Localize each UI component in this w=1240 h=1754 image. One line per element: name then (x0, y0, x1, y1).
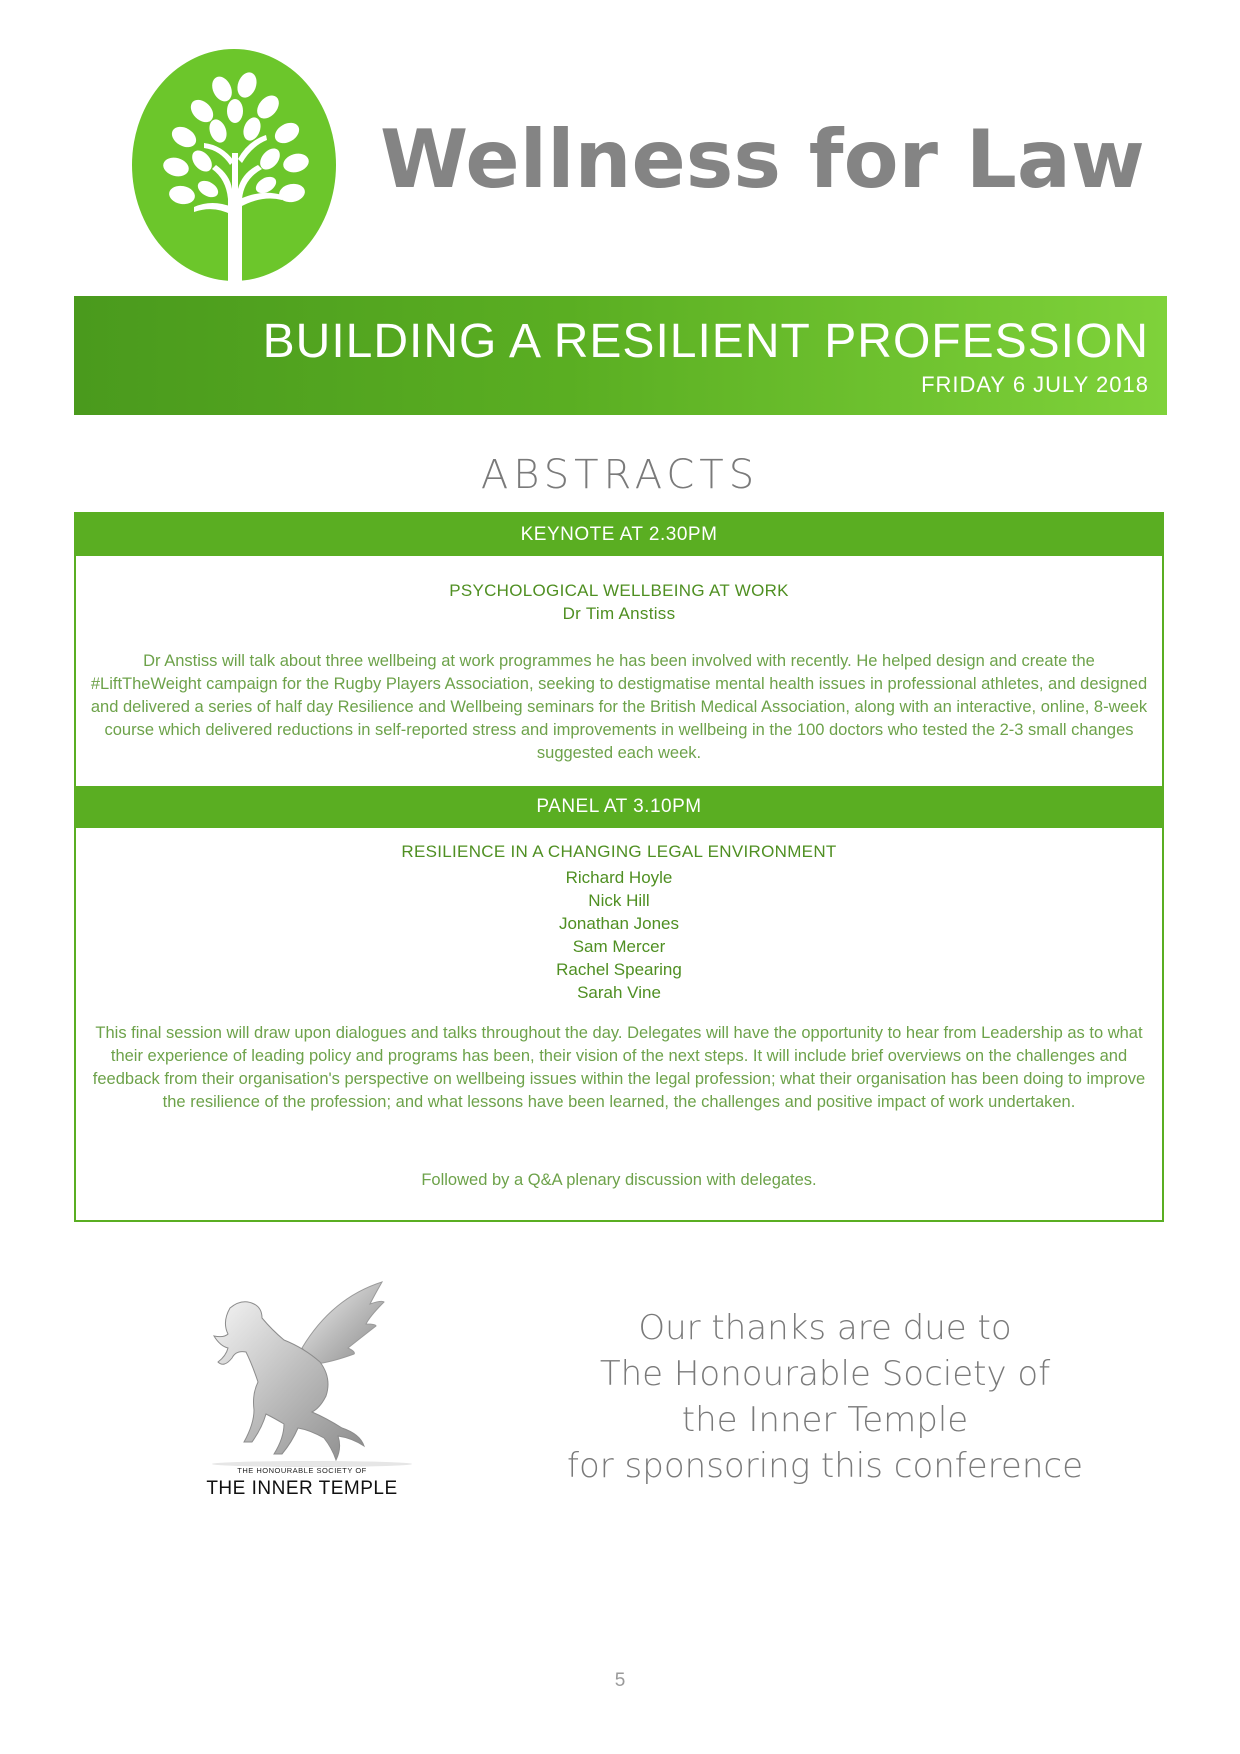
sponsor-logo-small-text: THE HONOURABLE SOCIETY OF (237, 1466, 367, 1475)
sponsor-thanks (520, 1305, 1130, 1489)
thanks-line: The Honourable Society of (599, 1354, 1051, 1394)
panel-followup: Followed by a Q&A plenary discussion with delegates. (421, 1171, 817, 1189)
thanks-line: Our thanks are due to (638, 1308, 1012, 1348)
event-banner (74, 296, 1167, 415)
panel-speaker: Rachel Spearing (556, 960, 682, 979)
pegasus-icon (192, 1278, 422, 1468)
event-date: FRIDAY 6 JULY 2018 (921, 372, 1149, 397)
event-title: BUILDING A RESILIENT PROFESSION (262, 315, 1149, 368)
abstracts-box (74, 512, 1164, 1222)
keynote-title: PSYCHOLOGICAL WELLBEING AT WORK (449, 581, 789, 600)
sponsor-logo-name: THE INNER TEMPLE (206, 1478, 398, 1499)
thanks-line: the Inner Temple (681, 1400, 969, 1440)
panel-speaker: Sam Mercer (572, 937, 666, 956)
panel-title: RESILIENCE IN A CHANGING LEGAL ENVIRONMENT (401, 842, 837, 861)
panel-speaker: Nick Hill (588, 891, 650, 910)
tree-icon (132, 49, 337, 281)
panel-speaker: Sarah Vine (577, 983, 661, 1002)
brand-title: Wellness for Law (380, 113, 1145, 206)
thanks-line: for sponsoring this conference (567, 1446, 1083, 1486)
keynote-speaker: Dr Tim Anstiss (562, 604, 676, 623)
panel-speaker-list (76, 866, 1162, 1004)
keynote-bar: KEYNOTE AT 2.30PM (76, 514, 1162, 556)
page-number: 5 (614, 1670, 626, 1691)
panel-bar: PANEL AT 3.10PM (76, 786, 1162, 828)
keynote-description: Dr Anstiss will talk about three wellbeing at work programmes he has been involved with recently. He helped design and create the #LiftTheWeight campaign for the Rugby Players Association, seeking to destigmatise mental health issues in professional athletes, and designed and delivered a series of half day Resilience and Wellbeing seminars for the British Medical Association, along with an interactive, online, 8-week course which delivered reductions in self-reported stress and improvements in wellbeing in the 100 doctors who tested the 2-3 small changes suggested each week. (90, 652, 1148, 762)
panel-speaker: Jonathan Jones (558, 914, 680, 933)
abstracts-heading: ABSTRACTS (480, 452, 760, 498)
panel-description: This final session will draw upon dialogues and talks throughout the day. Delegates will have the opportunity to hear from Leadership as to what their experience of leading policy and programs has been, their vision of the next steps. It will include brief overviews on the challenges and feedback from their organisation's perspective on wellbeing issues within the legal profession; what their organisation has been doing to improve the resilience of the profession; and what lessons have been learned, the challenges and positive impact of work undertaken. (92, 1024, 1146, 1111)
panel-speaker: Richard Hoyle (565, 868, 673, 887)
